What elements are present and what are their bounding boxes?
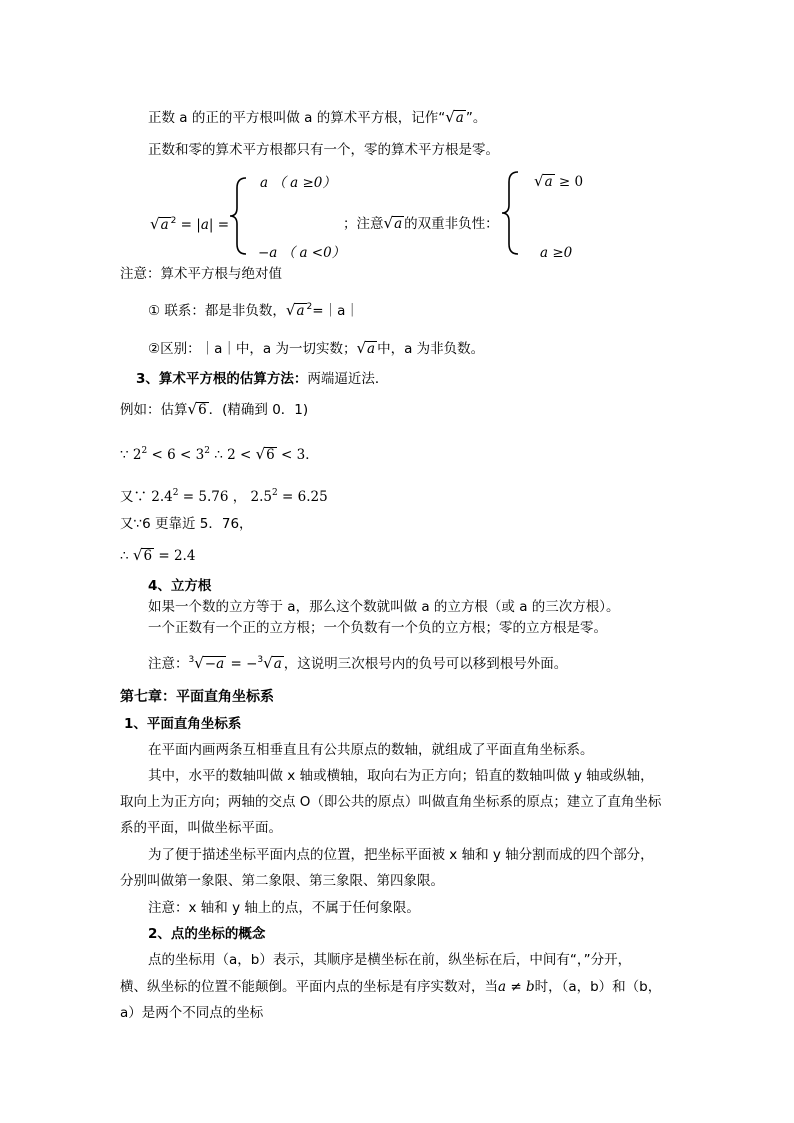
paragraph: 取向上为正方向；两轴的交点 O（即公共的原点）叫做直角坐标系的原点；建立了直角坐标 bbox=[120, 794, 662, 810]
case-sqrt-nonneg: √a ≥ 0 bbox=[534, 172, 584, 190]
estimation-step-2: 又∵ $2.4^2 = 5.76$ ， $2.5^2 = 6.25$ bbox=[120, 488, 328, 505]
cube-root-note: 注意：$^3$√−a = −$^3$√a ，这说明三次根号内的负号可以移到根号外面。 bbox=[148, 654, 568, 672]
double-nonneg-note: ；注意√a 的双重非负性： bbox=[343, 214, 499, 232]
section-heading-1: 1、平面直角坐标系 bbox=[124, 716, 242, 732]
note-heading: 注意：算术平方根与绝对值 bbox=[120, 266, 282, 282]
paragraph: 在平面内画两条互相垂直且有公共原点的数轴，就组成了平面直角坐标系。 bbox=[148, 742, 594, 758]
paragraph: a）是两个不同点的坐标 bbox=[120, 1005, 264, 1021]
case-nonnegative: a （ a ≥0） bbox=[260, 175, 336, 191]
section-heading-3: 3、算术平方根的估算方法：两端逼近法． bbox=[136, 371, 389, 387]
case-a-nonneg: a ≥0 bbox=[540, 245, 573, 261]
estimation-step-3: 又∵6 更靠近 5．76， bbox=[120, 516, 253, 532]
paragraph: 点的坐标用（a，b）表示，其顺序是横坐标在前，纵坐标在后，中间有“，”分开， bbox=[148, 952, 632, 968]
estimation-result: ∴ √6 = 2.4 bbox=[120, 546, 196, 564]
paragraph: 分别叫做第一象限、第二象限、第三象限、第四象限。 bbox=[120, 873, 444, 889]
paragraph: 横、纵坐标的位置不能颠倒。平面内点的坐标是有序实数对，当a ≠ b时，（a，b）和（b， bbox=[120, 979, 662, 995]
paragraph: 为了便于描述坐标平面内点的位置，把坐标平面被 x 轴和 y 轴分割而成的四个部分， bbox=[148, 847, 654, 863]
note-item-2: ②区别：｜a｜中，a 为一切实数；√a 中，a 为非负数。 bbox=[148, 339, 485, 357]
right-brace-icon bbox=[500, 170, 522, 256]
left-brace-icon bbox=[228, 176, 250, 256]
paragraph: 注意：x 轴和 y 轴上的点，不属于任何象限。 bbox=[148, 900, 420, 916]
section-heading-4: 4、立方根 bbox=[148, 578, 212, 594]
paragraph: 如果一个数的立方等于 a，那么这个数就叫做 a 的立方根（或 a 的三次方根）。 bbox=[148, 599, 620, 615]
paragraph: 一个正数有一个正的立方根；一个负数有一个负的立方根；零的立方根是零。 bbox=[148, 620, 607, 636]
paragraph: 正数和零的算术平方根都只有一个，零的算术平方根是零。 bbox=[148, 142, 499, 158]
paragraph: 其中，水平的数轴叫做 x 轴或横轴，取向右为正方向；铅直的数轴叫做 y 轴或纵轴， bbox=[148, 768, 654, 784]
definition-line: 正数 a 的正的平方根叫做 a 的算术平方根，记作“√a ”。 bbox=[148, 108, 487, 126]
note-item-1: ① 联系：都是非负数，√a $^2$=｜a｜ bbox=[148, 301, 359, 319]
sqrt-a: a bbox=[455, 110, 464, 126]
case-negative: −a （ a <0） bbox=[258, 245, 346, 261]
paragraph: 系的平面，叫做坐标平面。 bbox=[120, 820, 282, 836]
estimation-step-1: ∵ $2^2 < 6 < 3^2$ ∴ 2 < √6 < 3． bbox=[120, 445, 319, 463]
chapter-title: 第七章：平面直角坐标系 bbox=[120, 689, 274, 705]
section-heading-2: 2、点的坐标的概念 bbox=[148, 926, 266, 942]
formula-lhs: √a $^2$ = |a| = bbox=[150, 215, 230, 233]
example-line: 例如：估算√6 ．(精确到 0．1) bbox=[120, 400, 309, 418]
